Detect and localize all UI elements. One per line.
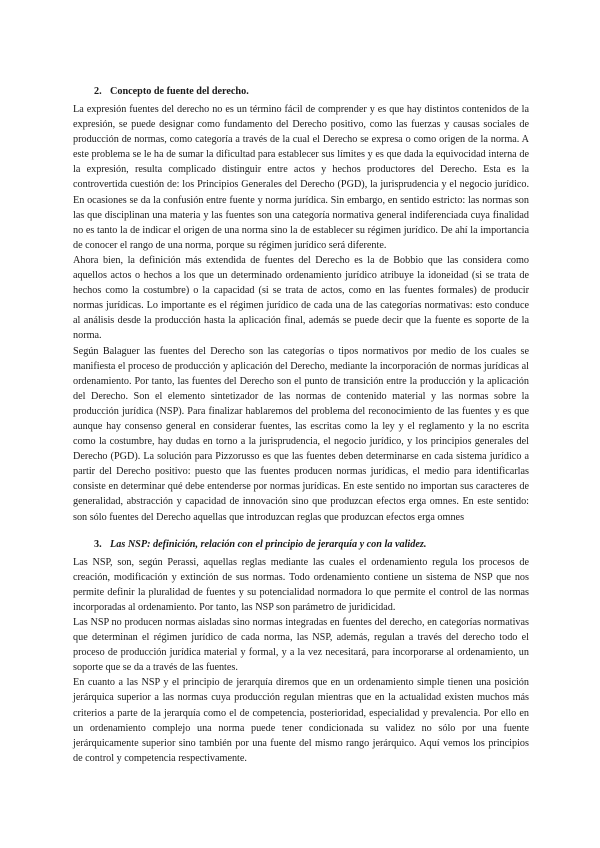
paragraph-nsp-jerarquia: En cuanto a las NSP y el principio de jerarquía diremos que en un ordenamiento simple tienen una posición jerárquica superior a las normas cuya producción regulan mientras que en la actualidad existen muchos más criterios a parte de la jerarquía como el de competencia, posterioridad, especialidad y prevalencia. Por ello en un ordenamiento complejo una norma puede tener condicionada su validez no sólo por una fuente jerárquicamente superior sino también por una fuente del mismo rango jerárquico. Aquí vemos los principios de control y competencia respectivamente. <box>73 677 529 764</box>
section-number: 2. <box>94 86 102 97</box>
section-title: Las NSP: definición, relación con el principio de jerarquía y con la validez. <box>110 538 427 550</box>
paragraph-nsp-perassi: Las NSP, son, según Perassi, aquellas reglas mediante las cuales el ordenamiento regula los procesos de creación, modificación y extinción de sus normas. Todo ordenamiento contiene un sistema de NSP que nos permite definir la pluralidad de fuentes y su potencialidad normadora lo que permite el control de las normas incorporadas al ordenamiento. Por tanto, las NSP son parámetro de juridicidad. <box>73 556 529 613</box>
paragraph-nsp-normas-integradas: Las NSP no producen normas aisladas sino normas integradas en fuentes del derecho, en categorías normativas que determinan el régimen jurídico de cada norma, las NSP, además, regulan a través del derecho todo el proceso de producción jurídica material y formal, y a la vez necesitará, para incorporarse al ordenamiento, un soporte que se da a través de las fuentes. <box>73 617 529 674</box>
section-title: Concepto de fuente del derecho. <box>110 86 249 97</box>
section-number: 3. <box>94 538 102 550</box>
document-page <box>73 84 529 766</box>
paragraph-expresion-fuentes: La expresión fuentes del derecho no es un término fácil de comprender y es que hay distintos contenidos de la expresión, se puede designar como fundamento del Derecho positivo, como las fuerzas y causas sociales de producción de normas, como categoría a través de la cual el Derecho se expresa o como origen de la norma. A este problema se le ha de sumar la dificultad para establecer sus límites y es que dada la equivocidad interna de la expresión, resulta complicado distinguir entre actos y hechos productores del Derecho. Esta es la controvertida cuestión de: los Principios Generales del Derecho (PGD), la jurisprudencia y el negocio jurídico. En ocasiones se da la confusión entre fuente y norma jurídica. Sin embargo, en sentido estricto: las normas son las que disciplinan una materia y las fuentes son una categoría normativa general indiferenciada cuya finalidad no es tanto la de indicar el origen de una norma sino la de establecer su régimen jurídico. De ahí la importancia de conocer el rango de una norma, porque su régimen jurídico será diferente. <box>73 104 529 251</box>
paragraph-balaguer: Según Balaguer las fuentes del Derecho son las categorías o tipos normativos por medio de los cuales se manifiesta el proceso de producción y aplicación del Derecho, mediante la incorporación de normas jurídicas al ordenamiento. Por tanto, las fuentes del Derecho son el punto de transición entre la producción y la aplicación del Derecho. Son el elemento sintetizador de las normas de contenido material y las normas sobre la producción jurídica (NSP). Para finalizar hablaremos del problema del reconocimiento de las fuentes y es que aunque hay consenso general en considerar fuentes, las escritas como la ley y el reglamento y la no escrita como la costumbre, hay dudas en torno a la jurisprudencia, el negocio jurídico, y los principios generales del Derecho (PGD). La solución para Pizzorusso es que las fuentes deben determinarse en cada sistema jurídico a partir del Derecho positivo: puesto que las fuentes producen normas jurídicas, el medio para identificarlas consiste en determinar qué debe entenderse por normas jurídicas. En este sentido no importan sus caracteres de generalidad, abstracción y capacidad de innovación sino que produzcan efectos erga omnes. En este sentido: son sólo fuentes del Derecho aquellas que introduzcan reglas que produzcan efectos erga omnes <box>73 345 529 523</box>
section-heading-nsp <box>73 537 529 552</box>
section-heading-concepto-fuente <box>73 84 529 99</box>
paragraph-definicion-bobbio: Ahora bien, la definición más extendida de fuentes del Derecho es la de Bobbio que las considera como aquellos actos o hechos a los que un determinado ordenamiento jurídico atribuye la idoneidad (si se trata de hechos como la costumbre) o la capacidad (si se trata de actos, como en las fuentes formales) de producir normas jurídicas. Lo importante es el régimen jurídico de cada una de las categorías normativas: esto conduce al análisis desde la producción hasta la aplicación final, además se puede decir que la fuente es soporte de la norma. <box>73 254 529 342</box>
